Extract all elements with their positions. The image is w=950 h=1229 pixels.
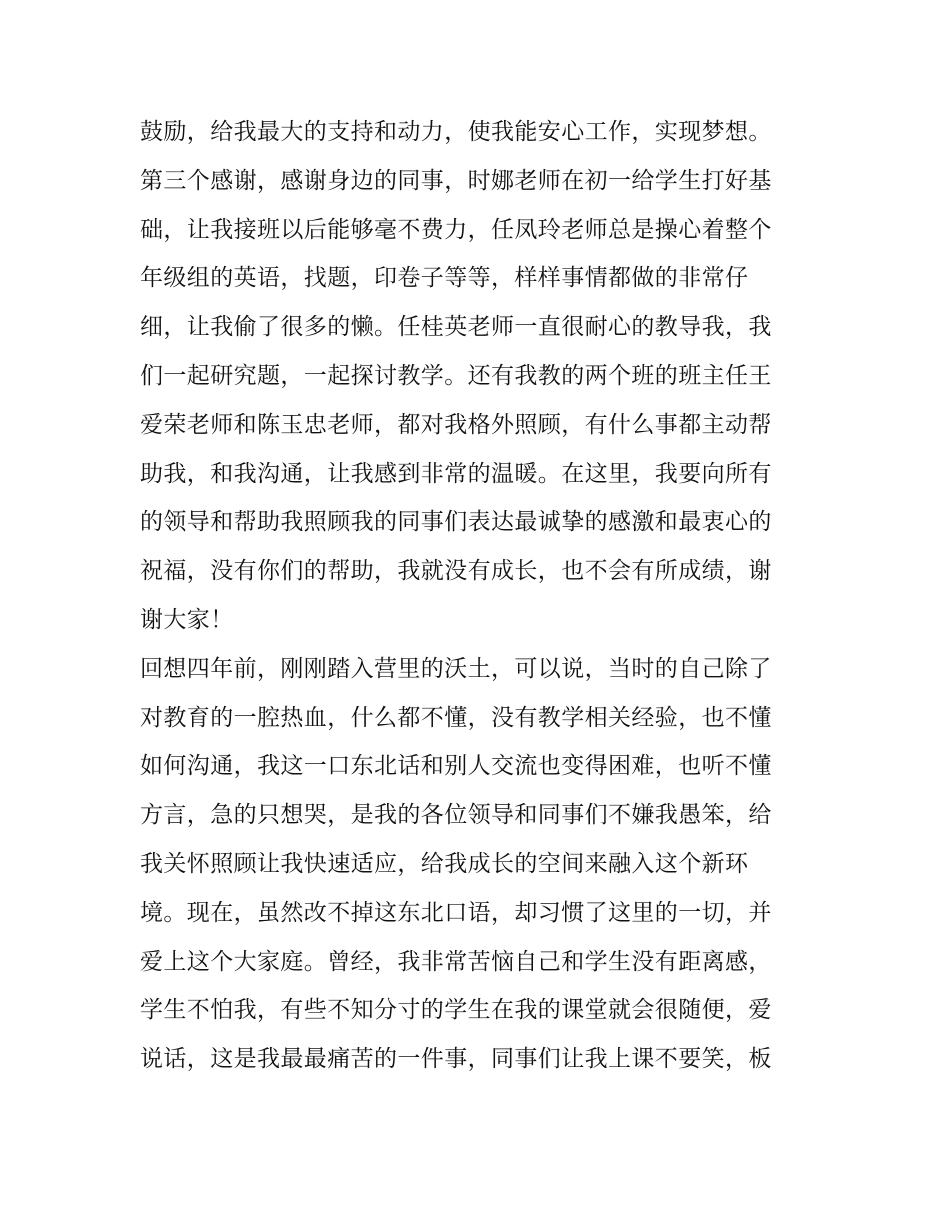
text-line: 谢大家！: [140, 606, 234, 633]
text-line: 鼓励，给我最大的支持和动力，使我能安心工作，实现梦想。: [140, 119, 772, 145]
text-line: 础，让我接班以后能够毫不费力，任凤玲老师总是操心着整个: [140, 216, 772, 243]
text-line: 祝福，没有你们的帮助，我就没有成长，也不会有所成绩，谢: [140, 558, 772, 585]
text-line: 对教育的一腔热血，什么都不懂，没有教学相关经验，也不懂: [140, 704, 772, 731]
text-line: 第三个感谢，感谢身边的同事，时娜老师在初一给学生打好基: [140, 167, 772, 194]
text-line: 如何沟通，我这一口东北话和别人交流也变得困难，也听不懂: [140, 753, 772, 780]
text-line: 爱上这个大家庭。曾经，我非常苦恼自己和学生没有距离感，: [140, 948, 772, 975]
text-line: 我关怀照顾让我快速适应，给我成长的空间来融入这个新环: [140, 850, 749, 877]
text-line: 爱荣老师和陈玉忠老师，都对我格外照顾，有什么事都主动帮: [140, 411, 772, 438]
text-line: 的领导和帮助我照顾我的同事们表达最诚挚的感激和最衷心的: [140, 509, 772, 536]
text-line: 方言，急的只想哭，是我的各位领导和同事们不嫌我愚笨，给: [140, 802, 772, 829]
text-line: 境。现在，虽然改不掉这东北口语，却习惯了这里的一切，并: [140, 899, 772, 926]
text-line: 们一起研究题，一起探讨教学。还有我教的两个班的班主任王: [140, 362, 772, 389]
text-line: 学生不怕我，有些不知分寸的学生在我的课堂就会很随便，爱: [140, 997, 772, 1024]
text-line: 说话，这是我最最痛苦的一件事，同事们让我上课不要笑，板: [140, 1046, 772, 1073]
text-line: 回想四年前，刚刚踏入营里的沃土，可以说，当时的自己除了: [140, 655, 772, 682]
text-line: 助我，和我沟通，让我感到非常的温暖。在这里，我要向所有: [140, 460, 772, 487]
body-text: [140, 108, 820, 1084]
text-line: 年级组的英语，找题，印卷子等等，样样事情都做的非常仔: [140, 265, 749, 292]
text-line: 细，让我偷了很多的懒。任桂英老师一直很耐心的教导我，我: [140, 314, 772, 341]
